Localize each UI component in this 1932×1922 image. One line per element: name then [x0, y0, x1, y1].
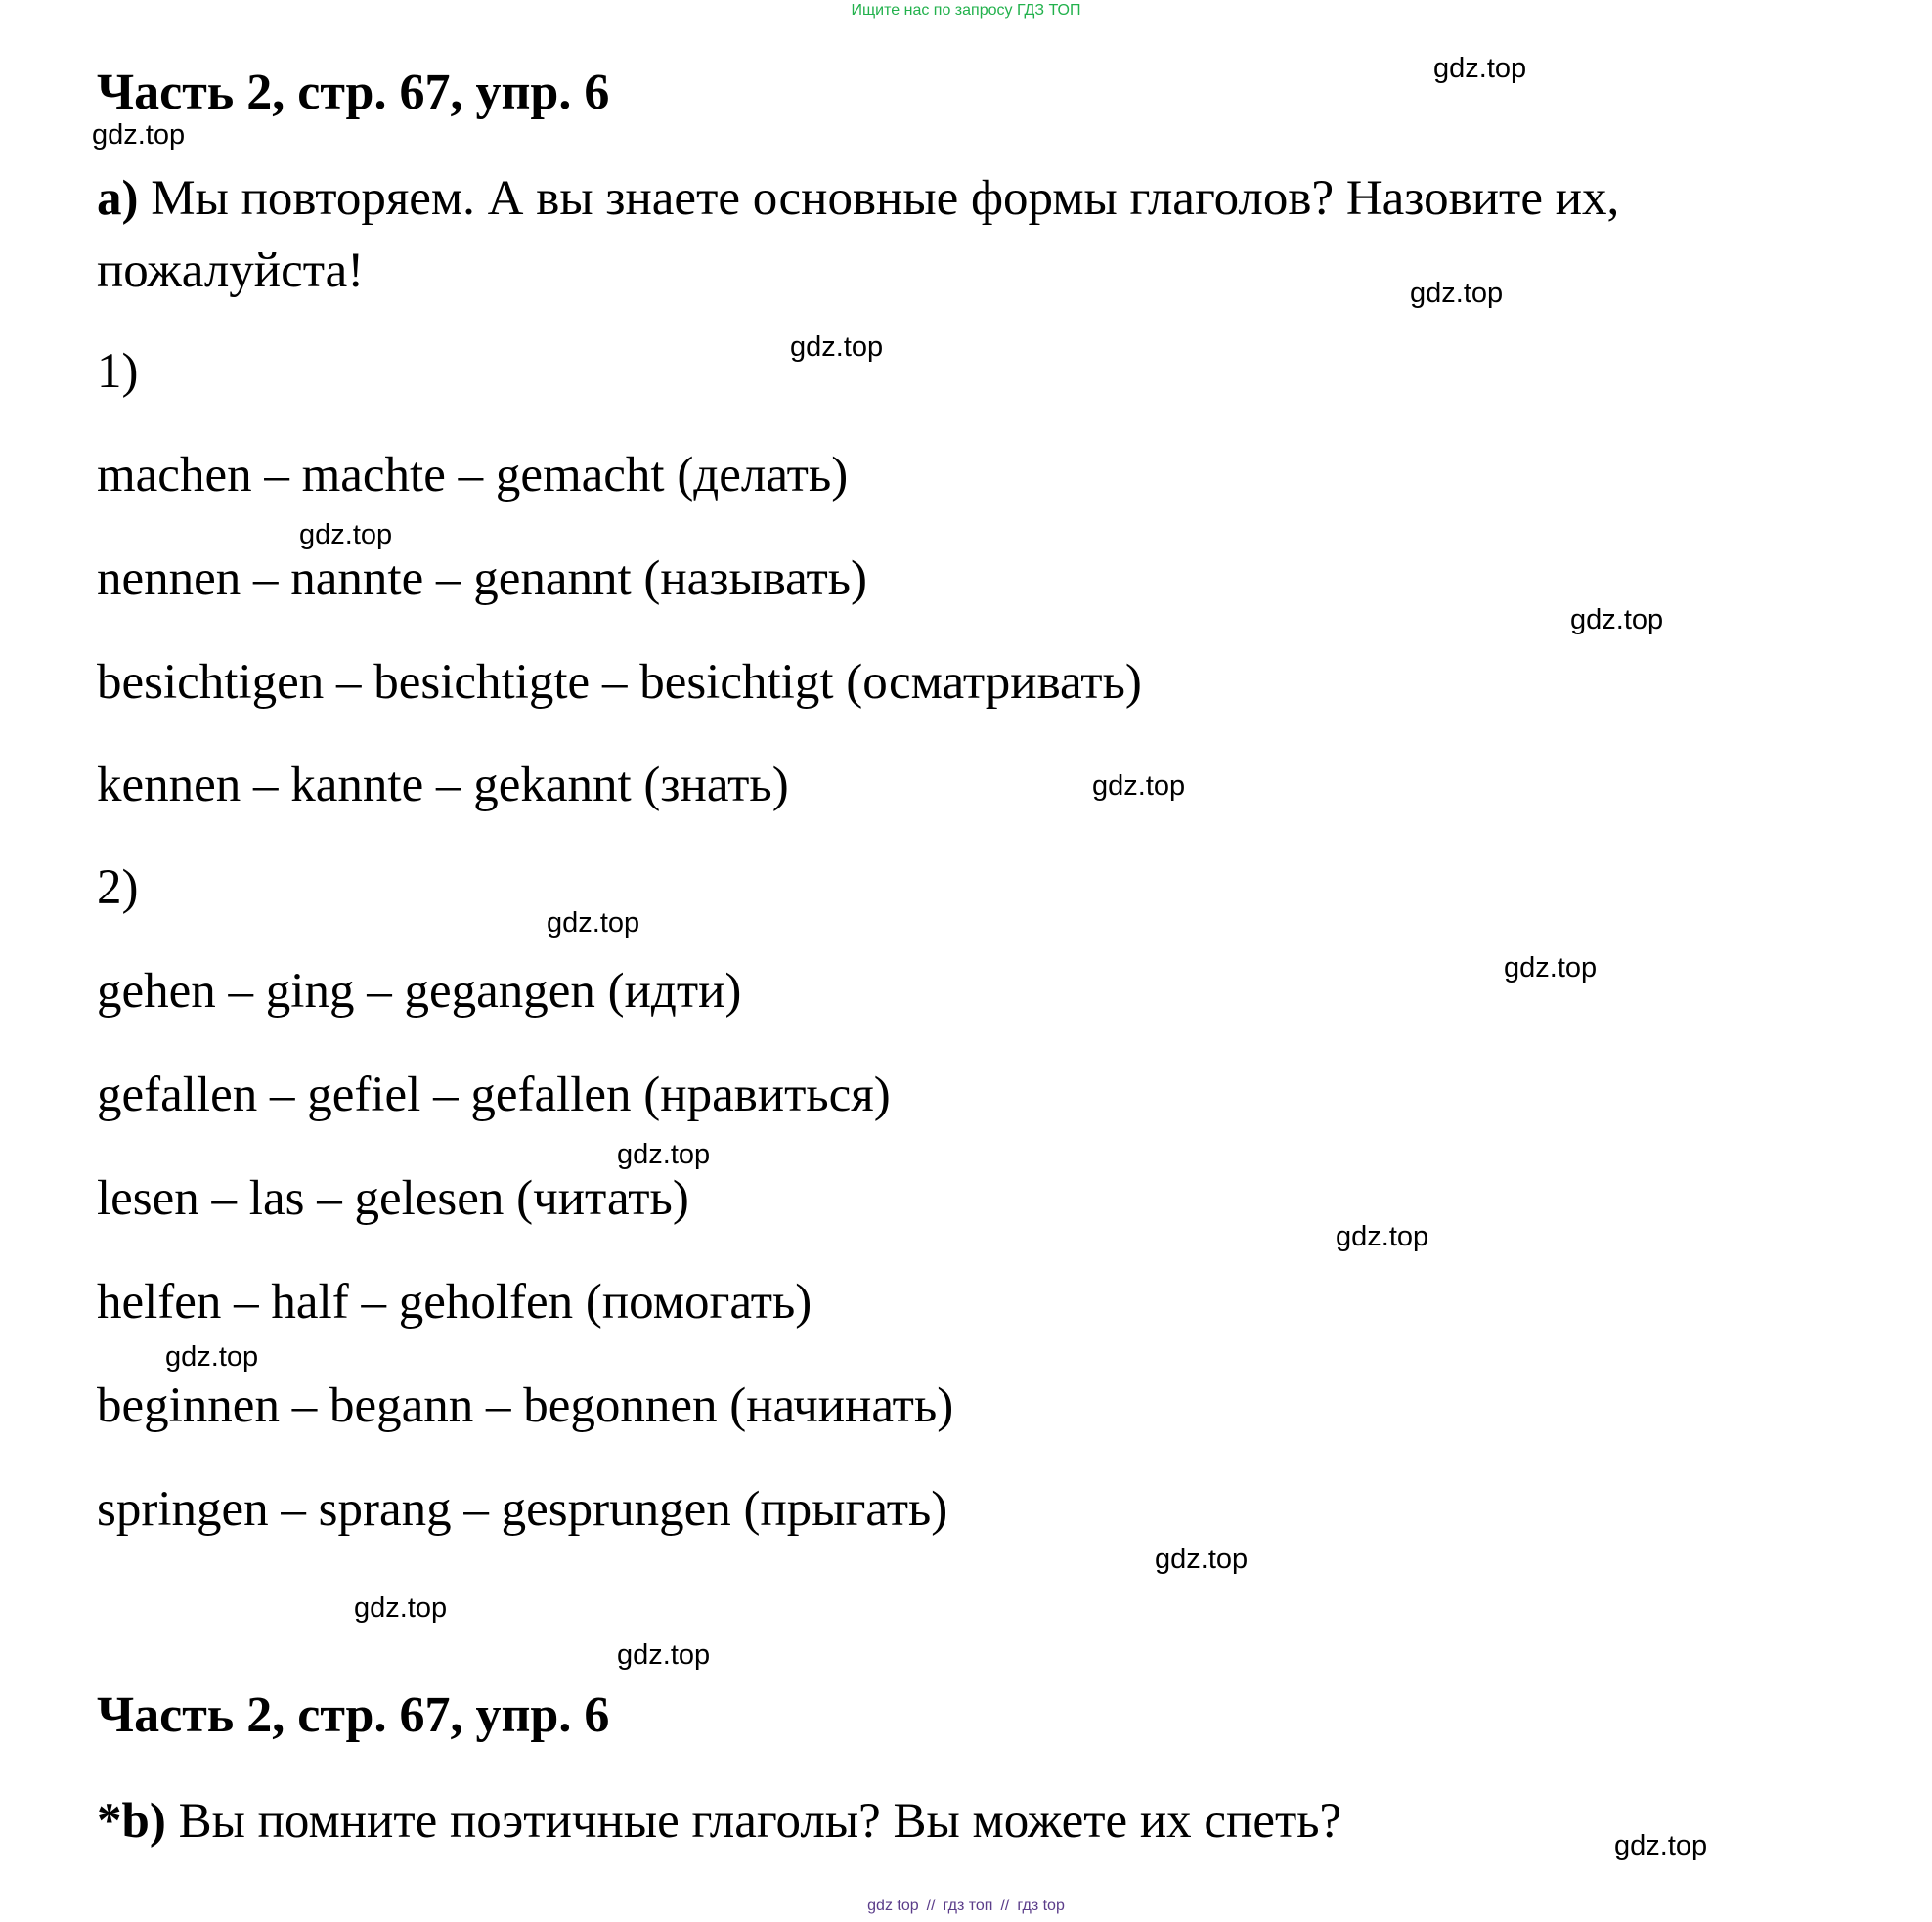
verb-line: gehen – ging – gegangen (идти) — [97, 964, 742, 1019]
verb-line: beginnen – begann – begonnen (начинать) — [97, 1378, 954, 1433]
section-b-prompt — [97, 1785, 1857, 1857]
section-a-label: a) — [97, 171, 139, 226]
section-a-prompt — [97, 162, 1857, 307]
watermark: gdz.top — [1614, 1830, 1708, 1861]
top-banner: Ищите нас по запросу ГДЗ ТОП — [851, 2, 1081, 19]
verb-line: lesen – las – gelesen (читать) — [97, 1171, 689, 1226]
footer-link[interactable]: гдз топ — [943, 1898, 993, 1914]
group1-label: 1) — [97, 344, 139, 399]
watermark: gdz.top — [1336, 1221, 1429, 1252]
verb-line: gefallen – gefiel – gefallen (нравиться) — [97, 1068, 891, 1122]
watermark: gdz.top — [617, 1639, 711, 1671]
section-a-heading: Часть 2, стр. 67, упр. 6 — [97, 65, 610, 120]
verb-line: besichtigen – besichtigte – besichtigt (осматривать) — [97, 655, 1142, 710]
section-b-prompt-text: Вы помните поэтичные глаголы? Вы можете их спеть? — [165, 1794, 1342, 1849]
verb-line: springen – sprang – gesprungen (прыгать) — [97, 1482, 948, 1537]
watermark: gdz.top — [1570, 604, 1664, 635]
footer-link[interactable]: gdz top — [867, 1898, 919, 1914]
verb-line: helfen – half – geholfen (помогать) — [97, 1275, 812, 1330]
verb-line: nennen – nannte – genannt (называть) — [97, 551, 867, 606]
watermark: gdz.top — [165, 1341, 259, 1373]
watermark: gdz.top — [354, 1593, 448, 1624]
footer-separator: // — [1000, 1898, 1010, 1914]
watermark: gdz.top — [1155, 1544, 1249, 1575]
watermark: gdz.top — [299, 519, 393, 550]
verb-line: kennen – kannte – gekannt (знать) — [97, 758, 789, 812]
watermark: gdz.top — [790, 331, 884, 363]
footer-link[interactable]: гдз top — [1017, 1898, 1065, 1914]
watermark: gdz.top — [617, 1139, 711, 1170]
watermark: gdz.top — [1504, 952, 1598, 983]
watermark: gdz.top — [1410, 278, 1504, 309]
section-a-prompt-text: Мы повторяем. А вы знаете основные формы глаголов? Назовите их, пожалуйста! — [97, 171, 1620, 298]
group2-label: 2) — [97, 860, 139, 915]
footer — [0, 1898, 1932, 1915]
watermark: gdz.top — [547, 907, 640, 939]
watermark: gdz.top — [1433, 53, 1527, 84]
section-b-heading: Часть 2, стр. 67, упр. 6 — [97, 1687, 610, 1743]
footer-separator: // — [926, 1898, 936, 1914]
section-b-label: *b) — [97, 1794, 166, 1849]
watermark: gdz.top — [92, 119, 186, 151]
watermark: gdz.top — [1092, 770, 1186, 802]
verb-line: machen – machte – gemacht (делать) — [97, 448, 849, 502]
